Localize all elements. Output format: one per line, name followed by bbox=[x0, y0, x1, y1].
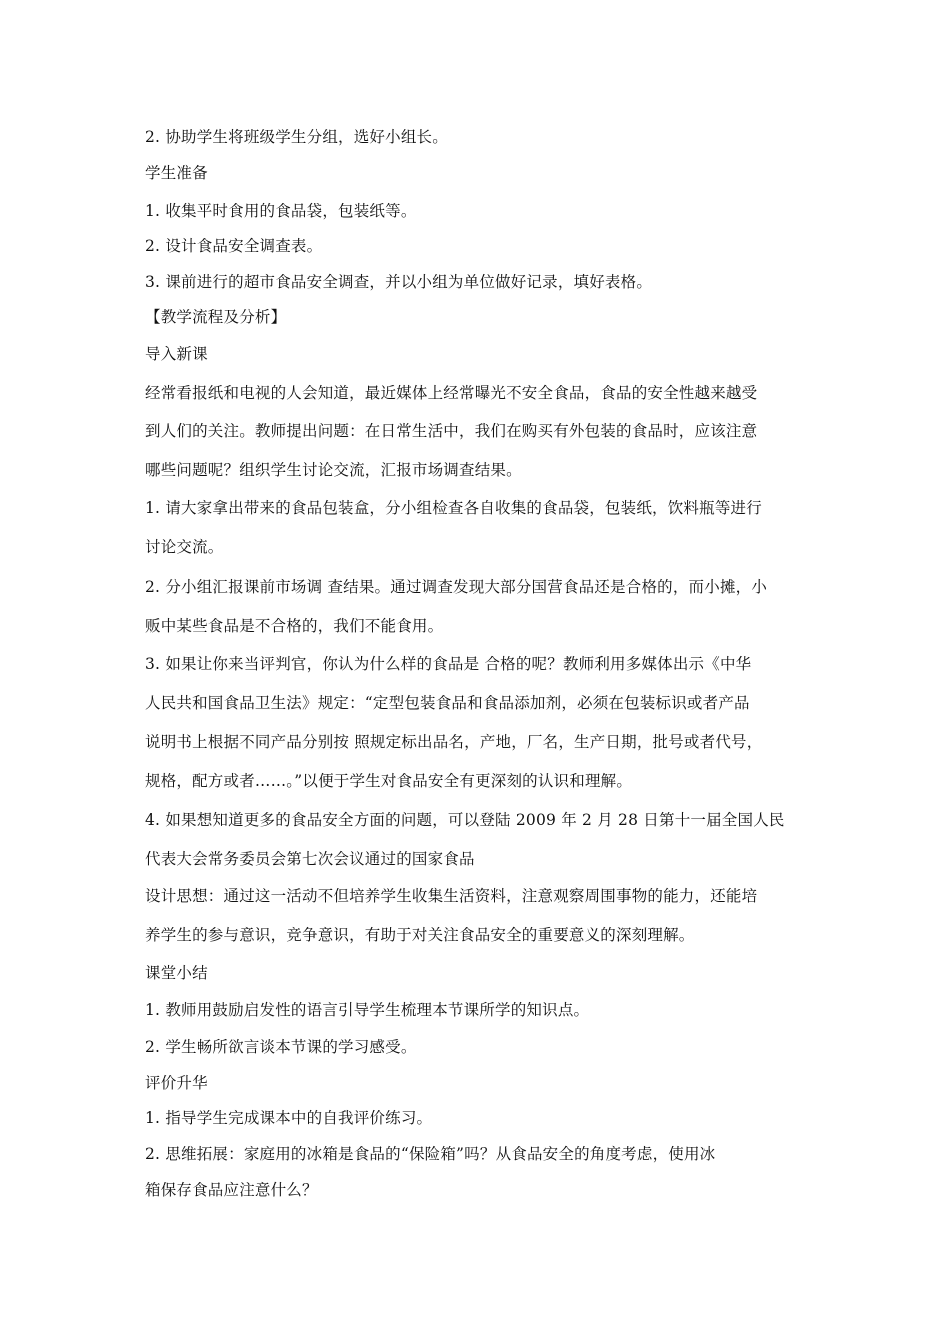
line-10: 哪些问题呢？组织学生讨论交流，汇报市场调查结果。 bbox=[145, 461, 522, 479]
line-17: 说明书上根据不同产品分别按 照规定标出品名，产地，厂名，生产日期，批号或者代号， bbox=[145, 733, 763, 751]
line-13: 2. 分小组汇报课前市场调 查结果。通过调查发现大部分国营食品还是合格的，而小摊，小 bbox=[145, 578, 768, 596]
section-heading-student-prep: 学生准备 bbox=[145, 164, 208, 182]
line-16: 人民共和国食品卫生法》规定：“定型包装食品和食品添加剂，必须在包装标识或者产品 bbox=[145, 694, 750, 712]
line-15: 3. 如果让你来当评判官，你认为什么样的食品是 合格的呢？教师利用多媒体出示《中华 bbox=[145, 655, 752, 673]
line-28: 2. 思维拓展：家庭用的冰箱是食品的“保险箱”吗？从食品安全的角度考虑，使用冰 bbox=[145, 1145, 716, 1163]
line-3: 1. 收集平时食用的食品袋，包装纸等。 bbox=[145, 202, 417, 220]
section-heading-summary: 课堂小结 bbox=[145, 964, 208, 982]
line-20: 代表大会常务委员会第七次会议通过的国家食品 bbox=[145, 850, 475, 868]
line-24: 1. 教师用鼓励启发性的语言引导学生梳理本节课所学的知识点。 bbox=[145, 1001, 590, 1019]
section-heading-intro: 导入新课 bbox=[145, 345, 208, 363]
line-11: 1. 请大家拿出带来的食品包装盒，分小组检查各自收集的食品袋，包装纸，饮料瓶等进行 bbox=[145, 499, 762, 517]
line-8: 经常看报纸和电视的人会知道，最近媒体上经常曝光不安全食品，食品的安全性越来越受 bbox=[145, 384, 758, 402]
line-25: 2. 学生畅所欲言谈本节课的学习感受。 bbox=[145, 1038, 417, 1056]
line-12: 讨论交流。 bbox=[145, 538, 224, 556]
section-heading-evaluation: 评价升华 bbox=[145, 1074, 208, 1092]
line-14: 贩中某些食品是不合格的，我们不能食用。 bbox=[145, 617, 444, 635]
line-22: 养学生的参与意识，竞争意识，有助于对关注食品安全的重要意义的深刻理解。 bbox=[145, 926, 695, 944]
line-5: 3. 课前进行的超市食品安全调查，并以小组为单位做好记录，填好表格。 bbox=[145, 273, 653, 291]
line-4: 2. 设计食品安全调查表。 bbox=[145, 237, 323, 255]
line-9: 到人们的关注。教师提出问题：在日常生活中，我们在购买有外包装的食品时，应该注意 bbox=[145, 422, 758, 440]
line-21: 设计思想：通过这一活动不但培养学生收集生活资料，注意观察周围事物的能力，还能培 bbox=[145, 887, 758, 905]
line-27: 1. 指导学生完成课本中的自我评价练习。 bbox=[145, 1109, 433, 1127]
section-heading-teaching-flow: 【教学流程及分析】 bbox=[145, 308, 287, 326]
line-19: 4. 如果想知道更多的食品安全方面的问题，可以登陆 2009 年 2 月 28 日第十一届全国人民 bbox=[145, 811, 785, 829]
line-1: 2. 协助学生将班级学生分组，选好小组长。 bbox=[145, 128, 448, 146]
line-18: 规格，配方或者……。”以便于学生对食品安全有更深刻的认识和理解。 bbox=[145, 772, 633, 790]
line-29: 箱保存食品应注意什么？ bbox=[145, 1181, 318, 1199]
